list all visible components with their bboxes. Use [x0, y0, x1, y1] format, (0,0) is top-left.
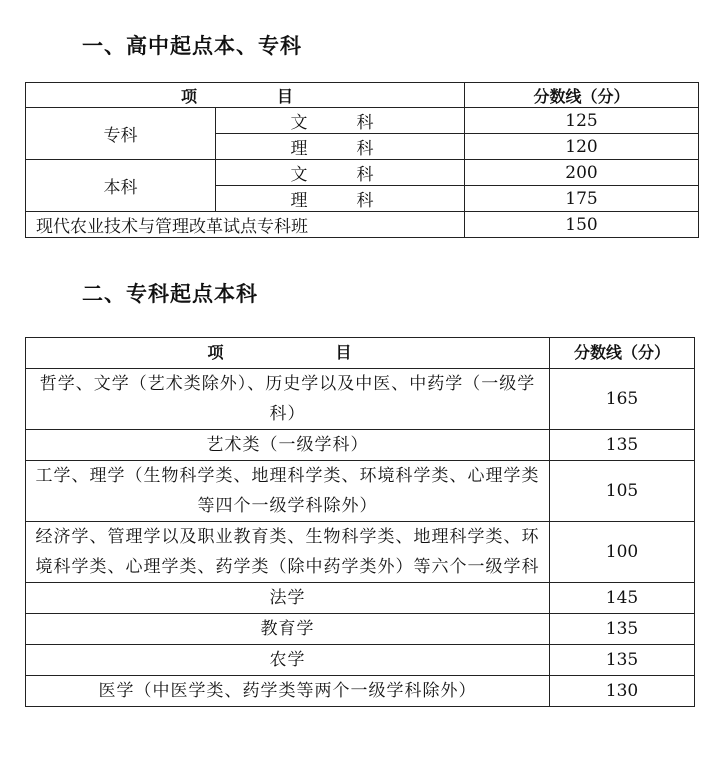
sub-label: 理 科 [216, 134, 465, 160]
subject-label: 医学（中医学类、药学类等两个一级学科除外） [26, 676, 550, 707]
group-label-zhuanke: 专科 [26, 108, 216, 160]
table-row [26, 212, 699, 238]
score-cell: 200 [465, 160, 699, 186]
sub-label: 理 科 [216, 186, 465, 212]
score-cell: 135 [550, 430, 695, 461]
subject-label: 法学 [26, 583, 550, 614]
sub-label: 文 科 [216, 108, 465, 134]
table-row [26, 676, 695, 707]
score-cell: 100 [550, 522, 695, 583]
score-cell: 175 [465, 186, 699, 212]
subject-label: 教育学 [26, 614, 550, 645]
subject-label: 农学 [26, 645, 550, 676]
table-row [26, 461, 695, 522]
table-row [26, 160, 699, 186]
special-class-label: 现代农业技术与管理改革试点专科班 [26, 212, 465, 238]
header-score: 分数线（分） [465, 83, 699, 108]
score-cell: 145 [550, 583, 695, 614]
section-2-title: 二、专科起点本科 [82, 282, 258, 306]
table-row [26, 369, 695, 430]
score-cell: 125 [465, 108, 699, 134]
score-cell: 135 [550, 645, 695, 676]
header-item: 项 目 [26, 338, 550, 369]
score-cell: 130 [550, 676, 695, 707]
score-cell: 120 [465, 134, 699, 160]
table-junior-college-start [25, 337, 695, 707]
score-cell: 165 [550, 369, 695, 430]
table-high-school-start [25, 82, 699, 238]
table-row [26, 522, 695, 583]
table-header-row [26, 338, 695, 369]
sub-label: 文 科 [216, 160, 465, 186]
subject-label: 工学、理学（生物科学类、地理科学类、环境科学类、心理学类等四个一级学科除外） [26, 461, 550, 522]
score-cell: 135 [550, 614, 695, 645]
table-row [26, 583, 695, 614]
subject-label: 经济学、管理学以及职业教育类、生物科学类、地理科学类、环境科学类、心理学类、药学类（除中药学类外）等六个一级学科 [26, 522, 550, 583]
subject-label: 哲学、文学（艺术类除外）、历史学以及中医、中药学（一级学科） [26, 369, 550, 430]
header-item: 项 目 [26, 83, 465, 108]
header-score: 分数线（分） [550, 338, 695, 369]
section-1-title: 一、高中起点本、专科 [82, 34, 302, 58]
subject-label: 艺术类（一级学科） [26, 430, 550, 461]
table-row [26, 430, 695, 461]
table-row [26, 645, 695, 676]
table-row [26, 614, 695, 645]
table-header-row [26, 83, 699, 108]
score-cell: 150 [465, 212, 699, 238]
table-row [26, 108, 699, 134]
score-cell: 105 [550, 461, 695, 522]
group-label-benke: 本科 [26, 160, 216, 212]
